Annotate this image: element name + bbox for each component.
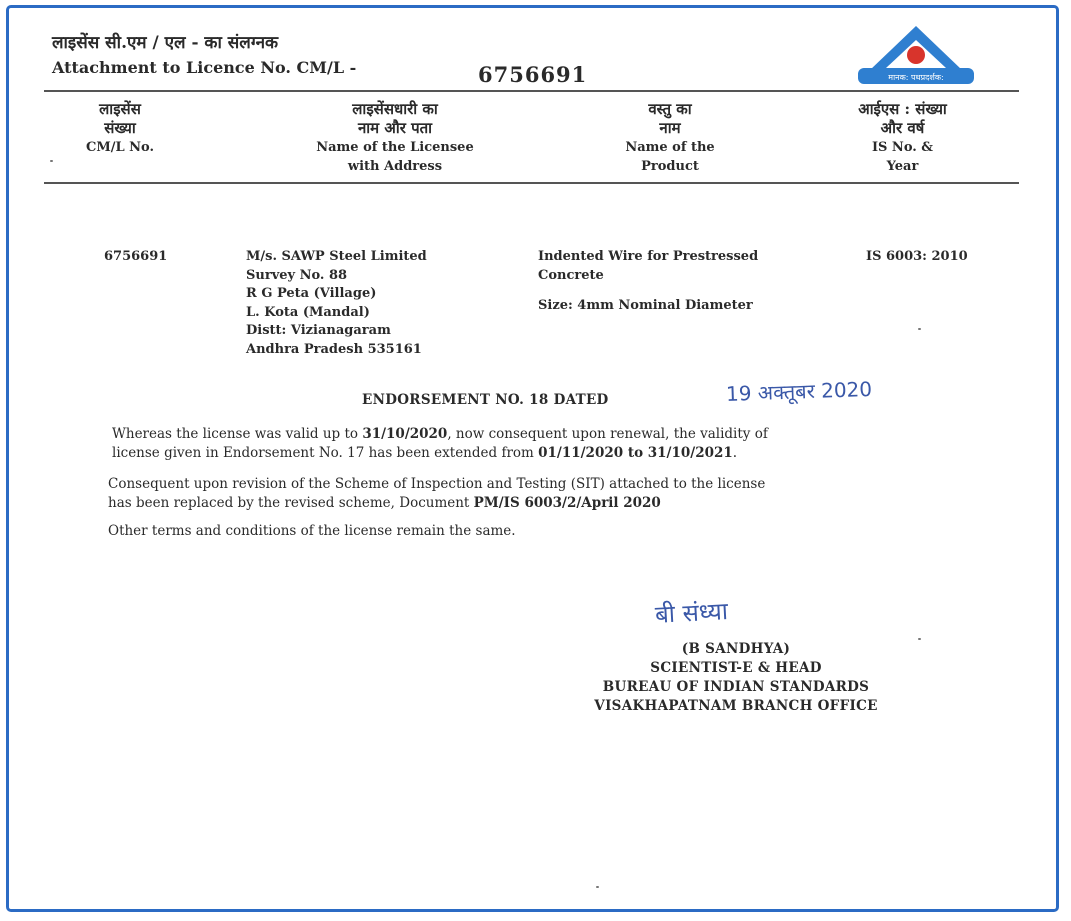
logo-text: मानक: पथप्रदर्शक: [888,73,944,82]
header-rule-top [44,90,1019,92]
header-rule-bottom [44,182,1019,184]
paragraph-other-terms: Other terms and conditions of the license remain the same. [108,523,516,539]
english-title: Attachment to Licence No. CM/L - [52,58,357,77]
signatory-block [546,640,926,716]
cell-cml-no: 6756691 [104,249,168,264]
licence-number-header: 6756691 [478,62,588,87]
paragraph-validity: Whereas the license was valid up to 31/10/2020, now consequent upon renewal, the validity of license given in Endorsement No. 17 has been extended from 01/11/2020 to 31/10/2021. [112,426,768,461]
scan-speck [918,328,921,330]
column-header-is-no: आईएस : संख्या और वर्ष IS No. & Year [858,100,947,174]
signatory-designation: SCIENTIST-E & HEAD [650,660,822,676]
column-header-product: वस्तु का नाम Name of the Product [625,100,715,174]
scan-speck [596,886,599,888]
cell-product: Indented Wire for Prestressed Concrete [538,249,759,283]
hindi-title: लाइसेंस सी.एम / एल - का संलग्नक [52,33,279,53]
handwritten-date: 19 अक्तूबर 2020 [725,376,873,406]
bis-logo-icon [852,24,980,88]
column-header-cml-no: लाइसेंस संख्या CM/L No. [85,100,154,155]
scan-speck [50,160,53,162]
signatory-organization: BUREAU OF INDIAN STANDARDS [602,679,870,695]
handwritten-signature: बी संध्या [654,597,729,629]
cell-licensee-address: M/s. SAWP Steel Limited Survey No. 88 R G Peta (Village) L. Kota (Mandal) Distt: Vizianagaram Andhra Pradesh 535161 [246,249,427,357]
paragraph-scheme-revision: Consequent upon revision of the Scheme of Inspection and Testing (SIT) attached to the license has been replaced by the revised scheme, Document PM/IS 6003/2/April 2020 [108,476,766,511]
cell-product-size: Size: 4mm Nominal Diameter [538,298,753,313]
cell-is-no: IS 6003: 2010 [866,249,968,264]
column-header-licensee: लाइसेंसधारी का नाम और पता Name of the Licensee with Address [316,100,474,174]
signatory-office: VISAKHAPATNAM BRANCH OFFICE [594,698,878,714]
signatory-name: (B SANDHYA) [681,641,791,657]
scan-speck [918,638,921,640]
endorsement-label: ENDORSEMENT NO. 18 DATED [362,392,609,408]
